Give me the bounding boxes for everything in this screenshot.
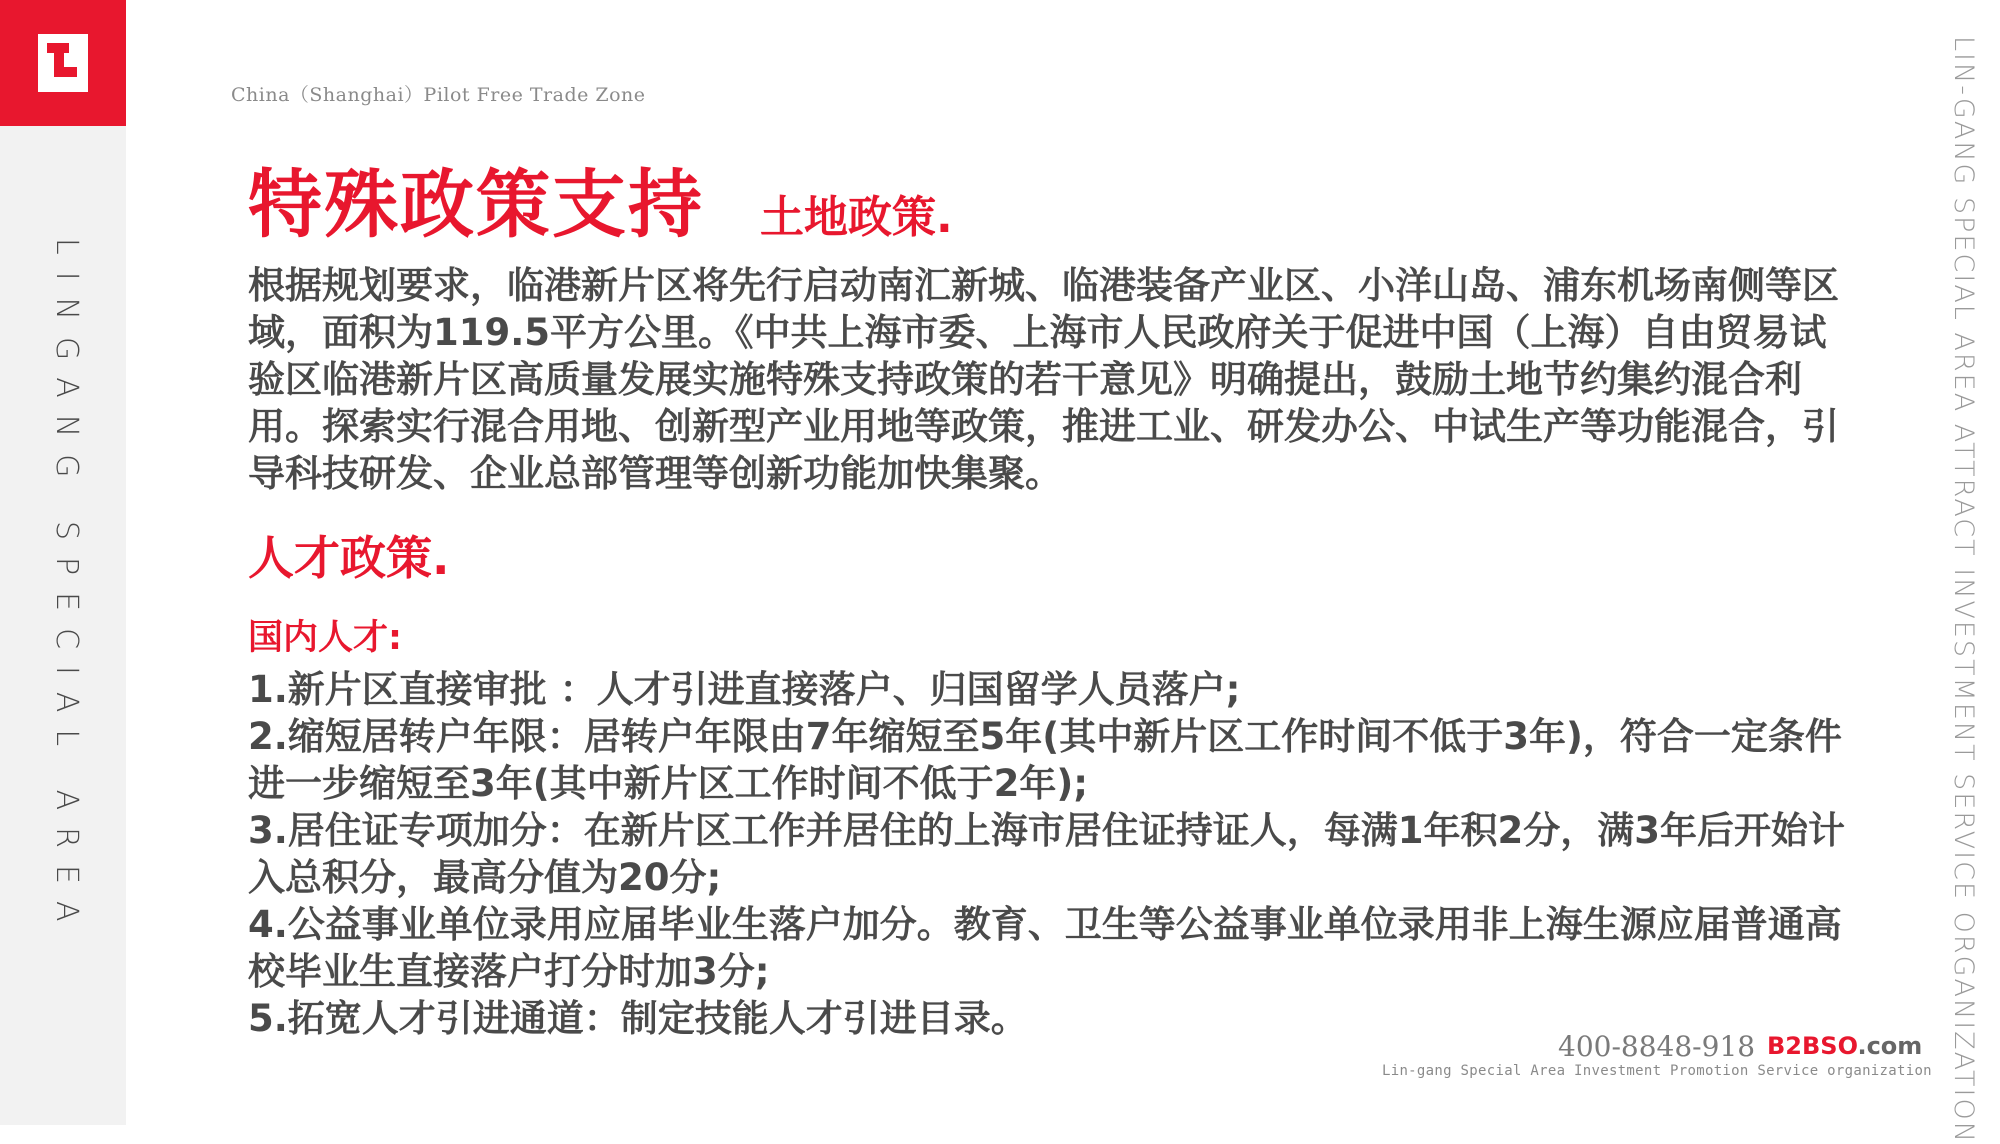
list-item: 2.缩短居转户年限：居转户年限由7年缩短至5年(其中新片区工作时间不低于3年)，符合一定条件进一步缩短至3年(其中新片区工作时间不低于2年); xyxy=(248,715,1842,805)
brand-logo[interactable] xyxy=(0,0,126,126)
land-policy-paragraph: 根据规划要求，临港新片区将先行启动南汇新城、临港装备产业区、小洋山岛、浦东机场南侧等区域，面积为119.5平方公里。《中共上海市委、上海市人民政府关于促进中国（上海）自由贸易试验区临港新片区高质量发展实施特殊支持政策的若干意见》明确提出，鼓励土地节约集约混合利用。探索实行混合用地、创新型产业用地等政策，推进工业、研发办公、中试生产等功能混合，引导科技研发、企业总部管理等创新功能加快集聚。 xyxy=(248,264,1839,495)
page-title: 特殊政策支持 xyxy=(248,162,704,248)
list-item: 4.公益事业单位录用应届毕业生落户加分。教育、卫生等公益事业单位录用非上海生源应届普通高校毕业生直接落户打分时加3分; xyxy=(248,903,1842,993)
footer-brand[interactable] xyxy=(1767,1032,1922,1060)
list-item: 1.新片区直接审批 ：人才引进直接落户、归国留学人员落户; xyxy=(248,668,1241,711)
list-item: 3.居住证专项加分：在新片区工作并居住的上海市居住证持证人，每满1年积2分，满3年后开始计入总积分，最高分值为20分; xyxy=(248,809,1846,899)
talent-policy-list xyxy=(248,666,1868,1042)
title-row xyxy=(248,150,1868,248)
footer-brand-name: B2BSO xyxy=(1767,1032,1858,1060)
footer-org-name: Lin-gang Special Area Investment Promotion Service organization xyxy=(1382,1063,1932,1079)
t-logo-icon xyxy=(38,34,88,92)
footer-brand-domain: .com xyxy=(1857,1032,1923,1060)
land-policy-heading: 土地政策. xyxy=(760,192,953,243)
left-sidebar xyxy=(0,0,126,1125)
footer-phone: 400-8848-918 xyxy=(1558,1030,1756,1063)
list-item: 5.拓宽人才引进通道：制定技能人才引进目录。 xyxy=(248,997,1028,1040)
sidebar-vertical-label: LINGANG SPECIAL AREA xyxy=(49,238,84,939)
right-vertical-label: LIN-GANG SPECIAL AREA ATTRACT INVESTMENT SERVICE ORGANIZATION xyxy=(1948,36,1979,1144)
talent-policy-heading: 人才政策. xyxy=(248,531,450,585)
domestic-talent-heading: 国内人才: xyxy=(248,618,402,658)
main-content xyxy=(248,150,1868,1042)
header-subtitle: China（Shanghai）Pilot Free Trade Zone xyxy=(231,84,646,106)
